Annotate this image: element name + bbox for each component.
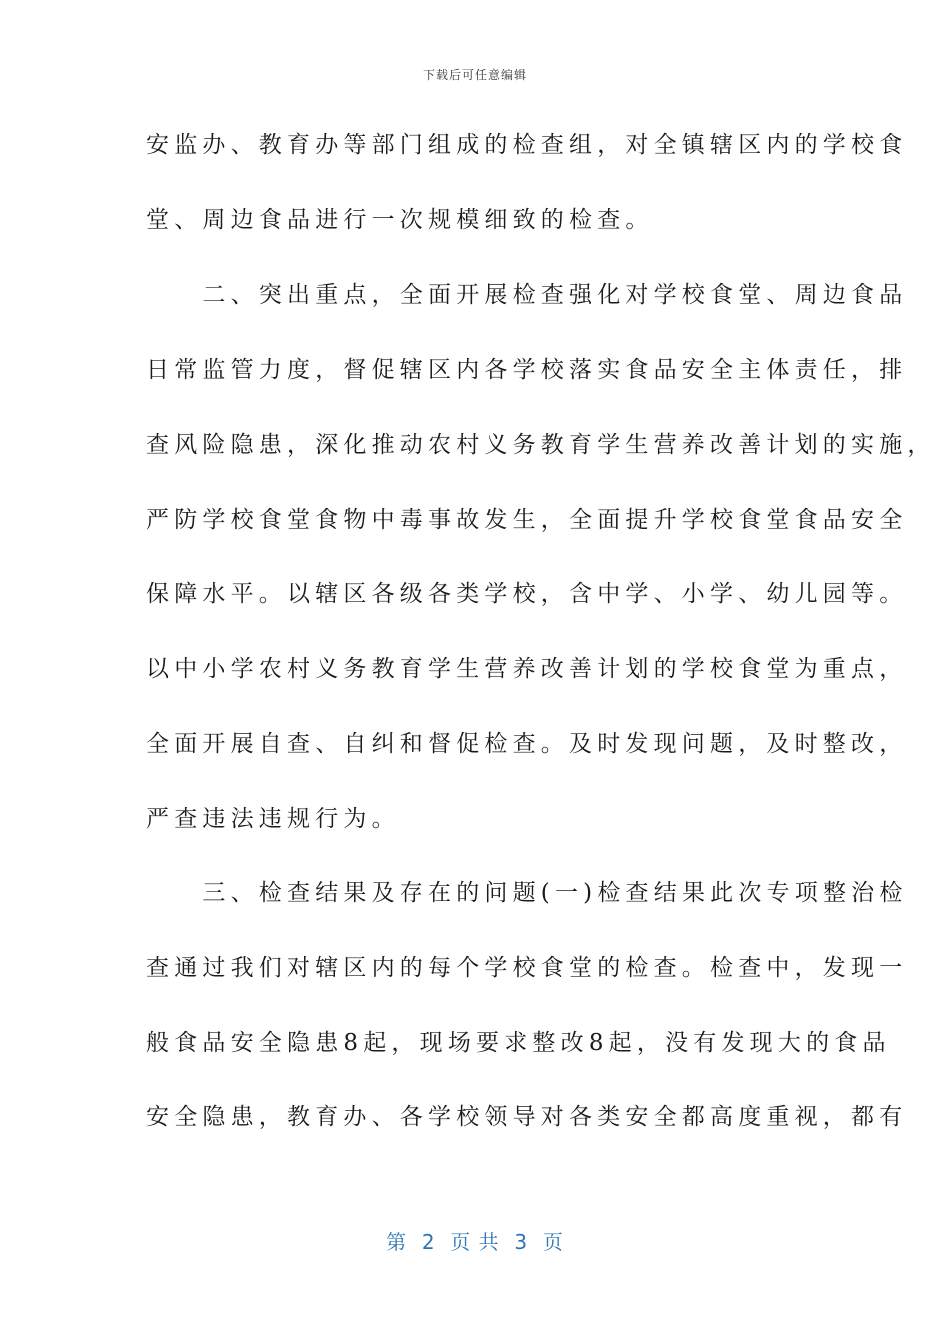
text-line: 严防学校食堂食物中毒事故发生，全面提升学校食堂食品安全 — [146, 507, 908, 533]
text-line: 般食品安全隐患8起，现场要求整改8起，没有发现大的食品 — [146, 1030, 891, 1056]
text-line: 查风险隐患，深化推动农村义务教育学生营养改善计划的实施， — [146, 432, 936, 458]
text-line: 严查违法违规行为。 — [146, 806, 400, 832]
paragraph-3-line: 三、检查结果及存在的问题(一)检查结果此次专项整治检 — [146, 880, 908, 906]
paragraph-2-line: 二、突出重点，全面开展检查强化对学校食堂、周边食品 — [146, 282, 908, 308]
text-line: 安全隐患，教育办、各学校领导对各类安全都高度重视，都有 — [146, 1104, 908, 1130]
text-line: 安监办、教育办等部门组成的检查组，对全镇辖区内的学校食 — [146, 132, 908, 158]
text-line: 以中小学农村义务教育学生营养改善计划的学校食堂为重点， — [146, 656, 908, 682]
text-line: 全面开展自查、自纠和督促检查。及时发现问题，及时整改， — [146, 731, 908, 757]
text-line: 查通过我们对辖区内的每个学校食堂的检查。检查中，发现一 — [146, 955, 908, 981]
text-line: 保障水平。以辖区各级各类学校，含中学、小学、幼儿园等。 — [146, 581, 908, 607]
page-header-note: 下载后可任意编辑 — [422, 68, 527, 82]
text-line: 堂、周边食品进行一次规模细致的检查。 — [146, 207, 654, 233]
page-number-footer: 第 2 页 共 3 页 — [386, 1230, 564, 1254]
text-line: 日常监管力度，督促辖区内各学校落实食品安全主体责任，排 — [146, 357, 908, 383]
